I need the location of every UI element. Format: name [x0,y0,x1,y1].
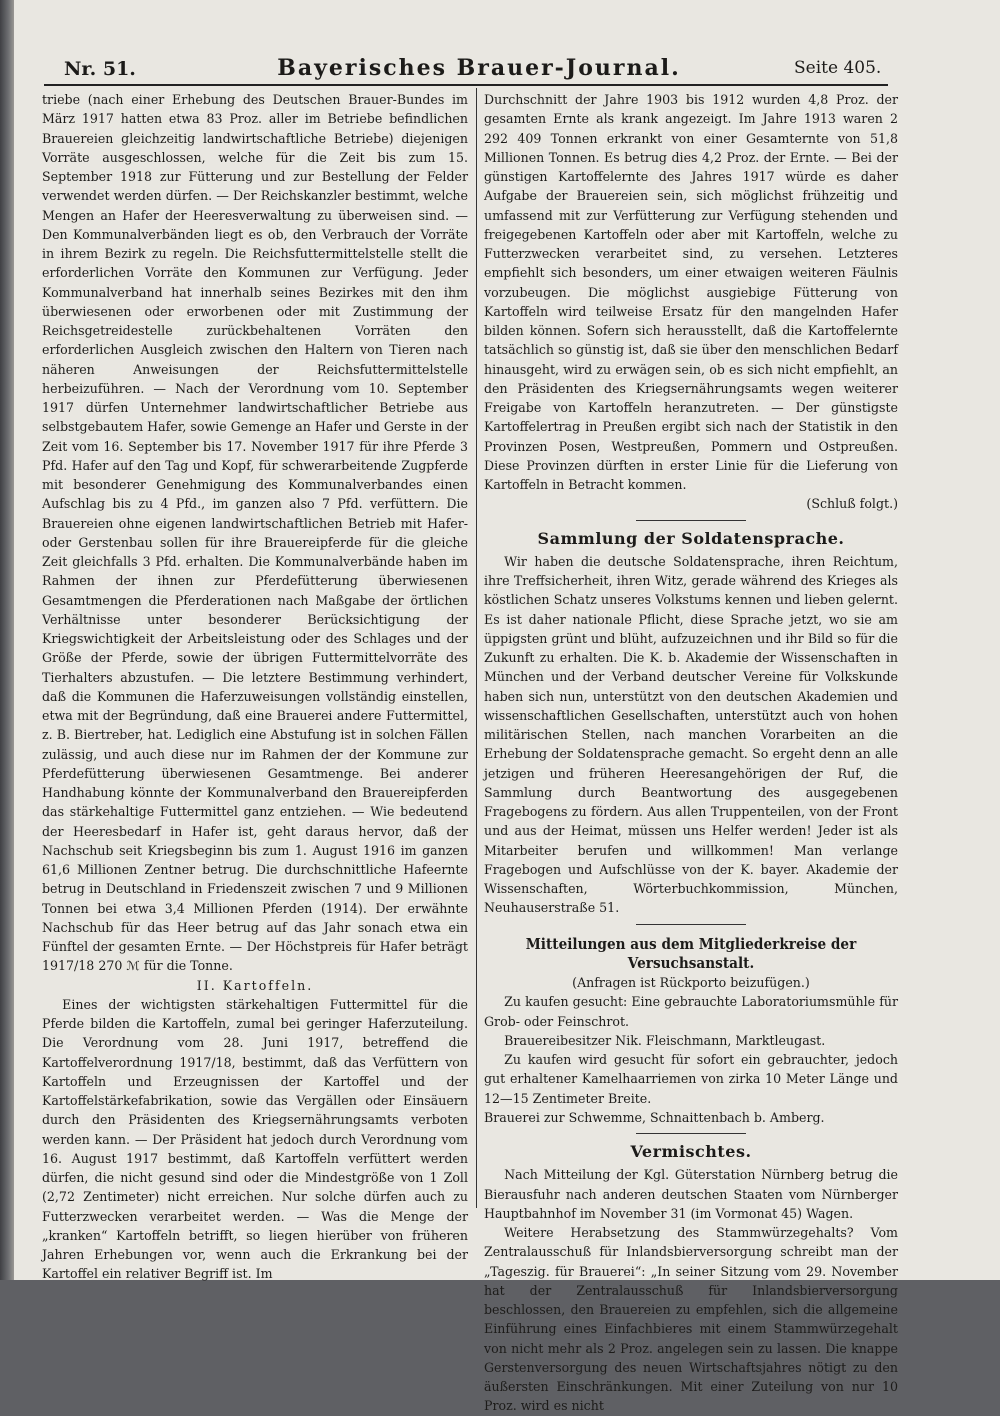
column-divider [476,88,477,1208]
book-spine-shadow [0,0,14,1280]
newspaper-page [14,0,1000,1414]
beer-export-paragraph: Nach Mitteilung der Kgl. Güterstation Nürnberg betrug die Bierausfuhr nach anderen deutschen Staaten vom Nürnberger Hauptbahnhof im November 31 (im Vormonat 45) Wagen. [484,1167,898,1221]
right-column [484,90,898,1416]
section-rule [636,520,746,521]
heading-miscellaneous: Vermischtes. [630,1142,752,1161]
notice-laboratory-mill: Zu kaufen gesucht: Eine gebrauchte Laboratoriumsmühle für Grob- oder Feinschrot. [484,994,898,1029]
header-rule [44,84,888,86]
section-rule [636,924,746,925]
potatoes-continued-paragraph: Durchschnitt der Jahre 1903 bis 1912 wurden 4,8 Proz. der gesamten Ernte als krank angezeigt. Im Jahre 1913 waren 2 292 409 Tonnen erkrankt von einer Gesamternte von 51,8 Millionen Tonnen. Es betrug dies 4,2 Proz. der Ernte. — Bei der günstigen Kartoffelernte des Jahres 1917 würde es daher Aufgabe der Brauereien sein, sich möglichst frühzeitig und umfassend mit zur Verfütterung zur Verfügung stehenden und freigegebenen Kartoffeln oder aber mit Kartoffeln, welche zu Futterzwecken verarbeitet sind, zu versehen. Letzteres empfiehlt sich besonders, um einer etwaigen weiteren Fäulnis vorzubeugen. Die möglichst ausgiebige Fütterung von Kartoffeln wird teilweise Ersatz für den mangelnden Hafer bilden können. Sofern sich herausstellt, daß die Kartoffelernte tatsächlich so günstig ist, daß sie über den menschlichen Bedarf hinausgeht, wird zu erwägen sein, ob es sich nicht empfiehlt, an den Präsidenten des Kriegsernährungsamts wegen weiterer Freigabe von Kartoffeln heranzutreten. — Der günstigste Kartoffelertrag in Preußen ergibt sich nach der Statistik in den Provinzen Posen, Westpreußen, Pommern und Ostpreußen. Diese Provinzen dürften in erster Linie für die Lieferung von Kartoffeln in Betracht kommen. [484,92,898,492]
oats-paragraph: triebe (nach einer Erhebung des Deutschen Brauer-Bundes im März 1917 hatten etwa 83 Proz. aller im Betriebe befindlichen Brauereien gleichzeitig landwirtschaftliche Betriebe) diejenigen Vorräte ausgeschlossen, welche für die Zeit bis zum 15. September 1918 zur Fütterung und zur Bestellung der Felder verwendet werden dürfen. — Der Reichskanzler bestimmt, welche Mengen an Hafer der Heeresverwaltung zu überweisen sind. — Den Kommunalverbänden liegt es ob, den Verbrauch der Vorräte in ihrem Bezirk zu regeln. Die Reichsfuttermittelstelle stellt die erforderlichen Vorräte den Kommunen zur Verfügung. Jeder Kommunalverband hat innerhalb seines Bezirkes mit den ihm überwiesenen oder erworbenen oder mit Zustimmung der Reichsgetreidestelle zurückbehaltenen Vorräten den erforderlichen Ausgleich zwischen den Haltern von Tieren nach näheren Anweisungen der Reichsfuttermittelstelle herbeizuführen. — Nach der Verordnung vom 10. September 1917 dürfen Unternehmer landwirtschaftlicher Betriebe aus selbstgebautem Hafer, sowie Gemenge an Hafer und Gerste in der Zeit vom 16. September bis 17. November 1917 für ihre Pferde 3 Pfd. Hafer auf den Tag und Kopf, für schwerarbeitende Zugpferde mit besonderer Genehmigung des Kommunalverbandes einen Aufschlag bis zu 4 Pfd., im ganzen also 7 Pfd. verfüttern. Die Brauereien ohne eigenen landwirtschaftlichen Betrieb mit Hafer- oder Gerstenbau sollen für ihre Brauereipferde für die gleiche Zeit gleichfalls 3 Pfd. erhalten. Die Kommunalverbände haben im Rahmen der ihnen zur Pferdefütterung überwiesenen Gesamtmengen die Pferderationen nach Maßgabe der örtlichen Verhältnisse unter besonderer Berücksichtigung der Kriegswichtigkeit der Arbeitsleistung oder des Schlages und der Größe der Pferde, sowie der übrigen Futtermittelvorräte des Tierhalters abzustufen. — Die letztere Bestimmung verhindert, daß die Kommunen die Haferzuweisungen vollständig einstellen, etwa mit der Begründung, daß eine Brauerei andere Futtermittel, z. B. Biertreber, hat. Lediglich eine Abstufung ist in solchen Fällen zulässig, und auch diese nur im Rahmen der der Kommune zur Pferdefütterung überwiesenen Gesamtmenge. Bei anderer Handhabung könnte der Kommunalverband den Brauereipferden das stärkehaltige Futtermittel ganz entziehen. — Wie bedeutend der Heeresbedarf in Hafer ist, geht daraus hervor, daß der Nachschub seit Kriegsbeginn bis zum 1. August 1916 im ganzen 61,6 Millionen Zentner betrug. Die durchschnittliche Hafeernte betrug in Deutschland in Friedenszeit zwischen 7 und 9 Millionen Tonnen bei etwa 3,4 Millionen Pferden (1914). Der erwähnte Nachschub für das Heer betrug auf das Jahr sonach etwa ein Fünftel der gesamten Ernte. — Der Höchstpreis für Hafer beträgt 1917/18 270 ℳ für die Tonne. [42,92,469,974]
continued-note: (Schluß folgt.) [806,496,898,512]
page-number: Seite 405. [794,58,882,78]
notice-signature-schwemme: Brauerei zur Schwemme, Schnaittenbach b. Amberg. [484,1109,825,1125]
journal-title: Bayerisches Brauer-Journal. [277,55,681,81]
notice-signature-fleischmann: Brauereibesitzer Nik. Fleischmann, Marktleugast. [504,1032,826,1048]
issue-number: Nr. 51. [64,58,136,80]
notice-camel-hair-belt: Zu kaufen wird gesucht für sofort ein gebrauchter, jedoch gut erhaltener Kamelhaarriemen von zirka 10 Meter Länge und 12—15 Zentimeter Breite. [484,1052,898,1106]
wort-reduction-paragraph: Weitere Herabsetzung des Stammwürzegehalts? Vom Zentralausschuß für Inlandsbierversorgung schreibt man der „Tageszig. für Brauerei“: „In seiner Sitzung vom 29. November hat der Zentralausschuß für Inlandsbierversorgung beschlossen, den Brauereien zu empfehlen, sich die allgemeine Einführung eines Einfachbieres mit einem Stammwürzegehalt von nicht mehr als 2 Proz. angelegen sein zu lassen. Die knappe Gerstenversorgung des neuen Wirtschaftsjahres nötigt zu den äußersten Einschränkungen. Mit einer Zuteilung von nur 10 Proz. wird es nicht [484,1225,898,1414]
heading-members-notices: Mitteilungen aus dem Mitgliederkreise der Versuchsanstalt. [525,935,857,972]
left-column [42,90,468,1284]
section-title-potatoes: II. Kartoffeln. [196,977,314,993]
section-rule [636,1133,746,1134]
subheading-return-postage: (Anfragen ist Rückporto beizufügen.) [572,975,810,990]
potatoes-paragraph: Eines der wichtigsten stärkehaltigen Futtermittel für die Pferde bilden die Kartoffeln, zumal bei geringer Haferzuteilung. Die Verordnung vom 28. Juni 1917, betreffend die Kartoffelverordnung 1917/18, bestimmt, daß das Verfüttern von Kartoffeln und Erzeugnissen der Kartoffel und der Kartoffelstärkefabrikation, sowie das Vergällen oder Einsäuern durch den Präsidenten des Kriegsernährungsamts verboten werden kann. — Der Präsident hat jedoch durch Verordnung vom 16. August 1917 bestimmt, daß Kartoffeln verfüttert werden dürfen, die nicht gesund sind oder die Mindestgröße von 1 Zoll (2,72 Zentimeter) nicht erreichen. Nur solche dürfen auch zu Futterzwecken verarbeitet werden. — Was die Menge der „kranken“ Kartoffeln betrifft, so liegen hierüber von früheren Jahren Erhebungen vor, wenn auch die Erkrankung bei der Kartoffel ein relativer Begriff ist. Im [42,996,468,1282]
heading-soldier-language: Sammlung der Soldatensprache. [537,528,845,548]
soldier-language-paragraph: Wir haben die deutsche Soldatensprache, ihren Reichtum, ihre Treffsicherheit, ihren Witz, gerade während des Krieges als köstlichen Schatz unseres Volkstums kennen und lieben gelernt. Es ist daher nationale Pflicht, diese Sprache jetzt, wo sie am üppigsten grünt und blüht, aufzuzeichnen und ihr Bild so für die Zukunft zu erhalten. Die K. b. Akademie der Wissenschaften in München und der Verband deutscher Vereine für Volkskunde haben sich nun, unterstützt von den deutschen Akademien und wissenschaftlichen Gesellschaften, unterstützt auch von hohen militärischen Stellen, nach manchen Vorarbeiten an die Erhebung der Soldatensprache gemacht. So ergeht denn an alle jetzigen und früheren Heeresangehörigen der Ruf, die Sammlung durch Beantwortung des ausgegebenen Fragebogens zu fördern. Aus allen Truppenteilen, von der Front und aus der Heimat, müssen uns Helfer werden! Jeder ist als Mitarbeiter berufen und willkommen! Man verlange Fragebogen und Aufschlüsse von der K. bayer. Akademie der Wissenschaften, Wörterbuchkommission, München, Neuhauserstraße 51. [484,553,898,916]
